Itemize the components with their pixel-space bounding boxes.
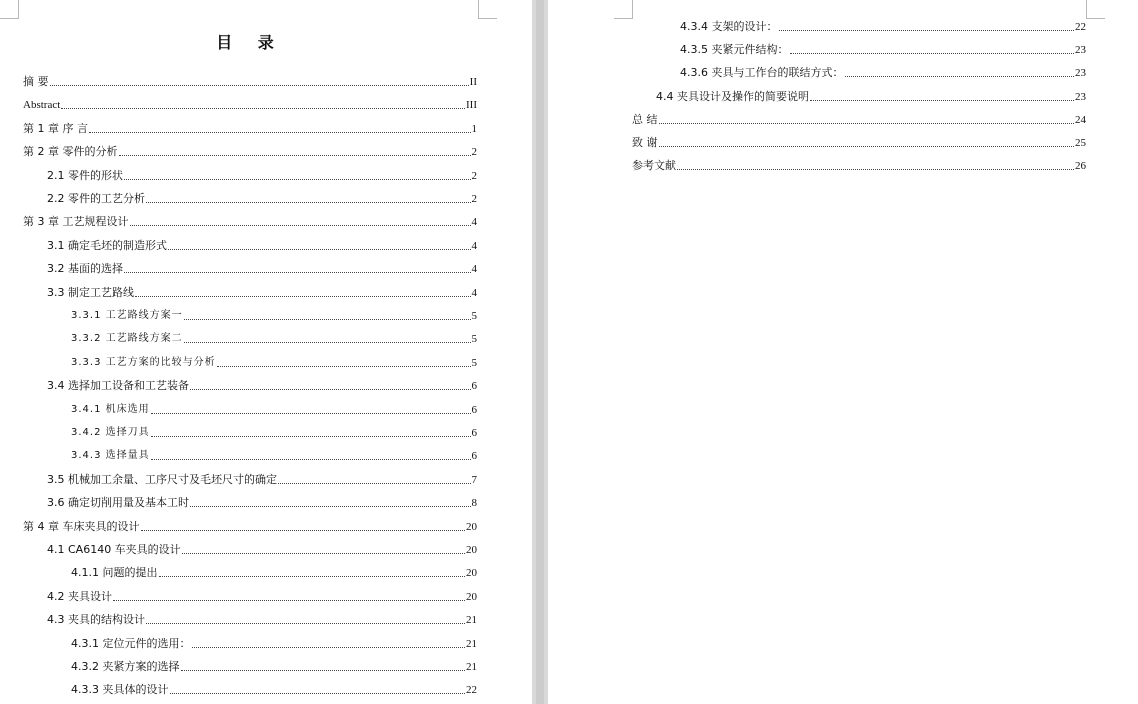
toc-dot-leader — [119, 155, 471, 156]
toc-entry-title: 4.3.2 夹紧方案的选择 — [71, 660, 180, 673]
toc-entry[interactable] — [47, 541, 477, 557]
toc-entry-page-number: 6 — [471, 450, 477, 463]
toc-entry[interactable] — [632, 134, 1086, 150]
toc-entry-title: 2.2 零件的工艺分析 — [47, 192, 145, 205]
toc-dot-leader — [141, 530, 466, 531]
toc-entry-page-number: 7 — [471, 473, 477, 486]
toc-dot-leader — [810, 100, 1074, 101]
toc-entry-title: 总 结 — [632, 112, 658, 126]
toc-entry-page-number: 21 — [466, 661, 477, 673]
toc-dot-leader — [190, 389, 471, 390]
toc-entry-page-number: 2 — [471, 193, 477, 205]
toc-entry[interactable] — [23, 73, 477, 89]
toc-entry[interactable] — [23, 96, 477, 112]
toc-entry-title: 4.3.1 定位元件的选用： — [71, 636, 191, 650]
toc-entry-page-number: 20 — [466, 520, 477, 533]
toc-entry-page-number: 20 — [466, 567, 477, 580]
toc-dot-leader — [89, 132, 471, 133]
toc-dot-leader — [151, 436, 471, 437]
toc-entry-title: 3.3.3 工艺方案的比较与分析 — [71, 356, 216, 368]
toc-dot-leader — [677, 169, 1074, 170]
toc-dot-leader — [182, 553, 465, 554]
toc-entry-title: 3.2 基面的选择 — [47, 262, 123, 276]
toc-dot-leader — [151, 459, 471, 460]
crop-mark-top-right — [1086, 0, 1105, 19]
toc-entry-title: 3.4 选择加工设备和工艺装备 — [47, 379, 189, 393]
toc-entry-title: Abstract — [23, 99, 61, 112]
toc-entry[interactable] — [47, 260, 477, 276]
toc-entry-page-number: III — [466, 99, 477, 112]
toc-entry[interactable] — [47, 237, 477, 253]
toc-entry[interactable] — [680, 41, 1086, 57]
toc-entry-page-number: 2 — [471, 146, 477, 159]
toc-dot-leader — [146, 623, 465, 624]
toc-dot-leader — [845, 76, 1075, 77]
toc-entry-title: 4.1.1 问题的提出 — [71, 566, 158, 580]
toc-entry-page-number: 23 — [1075, 44, 1086, 57]
crop-mark-top-left — [0, 0, 19, 19]
toc-dot-leader — [130, 225, 471, 226]
toc-dot-leader — [124, 179, 471, 180]
toc-dot-leader — [190, 506, 471, 507]
toc-entry[interactable] — [71, 564, 477, 580]
toc-entry-title: 第 1 章 序 言 — [23, 121, 88, 135]
toc-entry-page-number: II — [469, 76, 477, 88]
page-gutter — [532, 0, 548, 704]
toc-dot-leader — [151, 413, 471, 414]
toc-entry[interactable] — [47, 377, 477, 393]
toc-dot-leader — [124, 272, 471, 273]
toc-entry-page-number: 2 — [471, 169, 477, 182]
toc-entry[interactable] — [47, 167, 477, 183]
toc-entry[interactable] — [71, 330, 477, 346]
toc-entry-title: 致 谢 — [632, 136, 658, 149]
toc-entry-page-number: 4 — [471, 286, 477, 299]
toc-entry[interactable] — [47, 284, 477, 300]
toc-entry-page-number: 20 — [466, 590, 477, 603]
toc-entry-page-number: 4 — [471, 239, 477, 252]
toc-entry-page-number: 5 — [471, 310, 477, 322]
toc-entry-page-number: 5 — [471, 356, 477, 369]
toc-entry-title: 3.5 机械加工余量、工序尺寸及毛坯尺寸的确定 — [47, 472, 277, 486]
toc-dot-leader — [113, 600, 465, 601]
toc-entry-title: 4.3 夹具的结构设计 — [47, 613, 145, 627]
toc-entry[interactable] — [680, 18, 1086, 34]
toc-entry[interactable] — [47, 588, 477, 604]
toc-dot-leader — [168, 249, 471, 250]
toc-entry[interactable] — [71, 307, 477, 323]
toc-dot-leader — [790, 53, 1075, 54]
toc-entry[interactable] — [23, 518, 477, 534]
crop-mark-top-left — [614, 0, 633, 19]
toc-entry-title: 3.3 制定工艺路线 — [47, 285, 134, 299]
toc-entry-page-number: 22 — [466, 684, 477, 697]
toc-dot-leader — [184, 342, 471, 343]
toc-entry-page-number: 22 — [1075, 21, 1086, 33]
toc-entry[interactable] — [23, 120, 477, 136]
toc-entry-page-number: 6 — [471, 427, 477, 439]
toc-entry[interactable] — [71, 424, 477, 440]
toc-entry-title: 4.3.5 夹紧元件结构： — [680, 43, 789, 57]
toc-entry-page-number: 23 — [1075, 90, 1086, 103]
toc-entry-title: 3.4.3 选择量具 — [71, 450, 150, 462]
toc-dot-leader — [278, 483, 471, 484]
toc-dot-leader — [170, 693, 466, 694]
toc-entry-title: 2.1 零件的形状 — [47, 168, 123, 182]
toc-entry[interactable] — [680, 64, 1086, 80]
toc-entry-title: 3.4.1 机床选用 — [71, 403, 150, 415]
toc-entry-title: 第 3 章 工艺规程设计 — [23, 215, 129, 229]
toc-entry-page-number: 1 — [471, 122, 477, 135]
toc-entry-page-number: 8 — [471, 497, 477, 510]
toc-entry[interactable] — [23, 143, 477, 159]
toc-entry-title: 第 4 章 车床夹具的设计 — [23, 519, 140, 533]
toc-entry[interactable] — [71, 681, 477, 697]
toc-dot-leader — [192, 647, 466, 648]
toc-dot-leader — [146, 202, 471, 203]
toc-entry-page-number: 4 — [471, 216, 477, 229]
toc-dot-leader — [659, 146, 1075, 147]
toc-entry-title: 第 2 章 零件的分析 — [23, 145, 118, 159]
toc-dot-leader — [659, 123, 1075, 124]
toc-entry-page-number: 24 — [1075, 113, 1086, 126]
toc-entry-title: 3.1 确定毛坯的制造形式 — [47, 238, 167, 252]
document-page-left — [0, 0, 532, 704]
toc-entry-title: 3.4.2 选择刀具 — [71, 427, 150, 438]
toc-entry[interactable] — [47, 471, 477, 487]
toc-entry[interactable] — [632, 111, 1086, 127]
toc-entry[interactable] — [71, 401, 477, 417]
toc-entry-page-number: 4 — [471, 263, 477, 276]
toc-entry-title: 3.3.1 工艺路线方案一 — [71, 310, 183, 321]
crop-mark-top-right — [478, 0, 497, 19]
toc-entry-title: 3.3.2 工艺路线方案二 — [71, 333, 183, 345]
toc-entry-title: 4.2 夹具设计 — [47, 589, 112, 603]
toc-entry[interactable] — [656, 88, 1086, 104]
toc-entry[interactable] — [47, 494, 477, 510]
toc-dot-leader — [61, 108, 465, 109]
toc-dot-leader — [184, 319, 471, 320]
toc-entry-page-number: 6 — [471, 380, 477, 393]
toc-entry[interactable] — [47, 190, 477, 206]
toc-entry-title: 3.6 确定切削用量及基本工时 — [47, 496, 189, 510]
toc-entry-page-number: 5 — [471, 333, 477, 346]
toc-dot-leader — [779, 30, 1075, 31]
toc-entry-title: 摘 要 — [23, 75, 49, 88]
toc-entry-title: 参考文献 — [632, 159, 676, 173]
toc-dot-leader — [135, 296, 471, 297]
toc-entry-page-number: 20 — [466, 544, 477, 556]
toc-entry[interactable] — [71, 635, 477, 651]
toc-dot-leader — [159, 576, 466, 577]
toc-entry-page-number: 21 — [466, 614, 477, 627]
toc-entry[interactable] — [71, 354, 477, 370]
toc-entry-page-number: 23 — [1075, 67, 1086, 80]
toc-entry-page-number: 25 — [1075, 137, 1086, 149]
toc-title: 目 录 — [216, 33, 284, 52]
toc-entry-title: 4.3.4 支架的设计： — [680, 20, 778, 33]
toc-entry[interactable] — [47, 611, 477, 627]
toc-dot-leader — [181, 670, 466, 671]
toc-entry-page-number: 26 — [1075, 160, 1086, 173]
toc-entry[interactable] — [71, 447, 477, 463]
toc-entry[interactable] — [71, 658, 477, 674]
toc-entry-title: 4.1 CA6140 车夹具的设计 — [47, 543, 181, 556]
toc-entry-title: 4.3.3 夹具体的设计 — [71, 683, 169, 697]
toc-entry-page-number: 21 — [466, 637, 477, 650]
toc-dot-leader — [217, 366, 471, 367]
toc-entry-title: 4.4 夹具设计及操作的简要说明 — [656, 89, 809, 103]
document-page-right — [548, 0, 1138, 704]
toc-entry-page-number: 6 — [471, 403, 477, 416]
toc-dot-leader — [50, 85, 469, 86]
toc-entry-title: 4.3.6 夹具与工作台的联结方式： — [680, 66, 844, 80]
toc-entry[interactable] — [632, 157, 1086, 173]
toc-entry[interactable] — [23, 213, 477, 229]
